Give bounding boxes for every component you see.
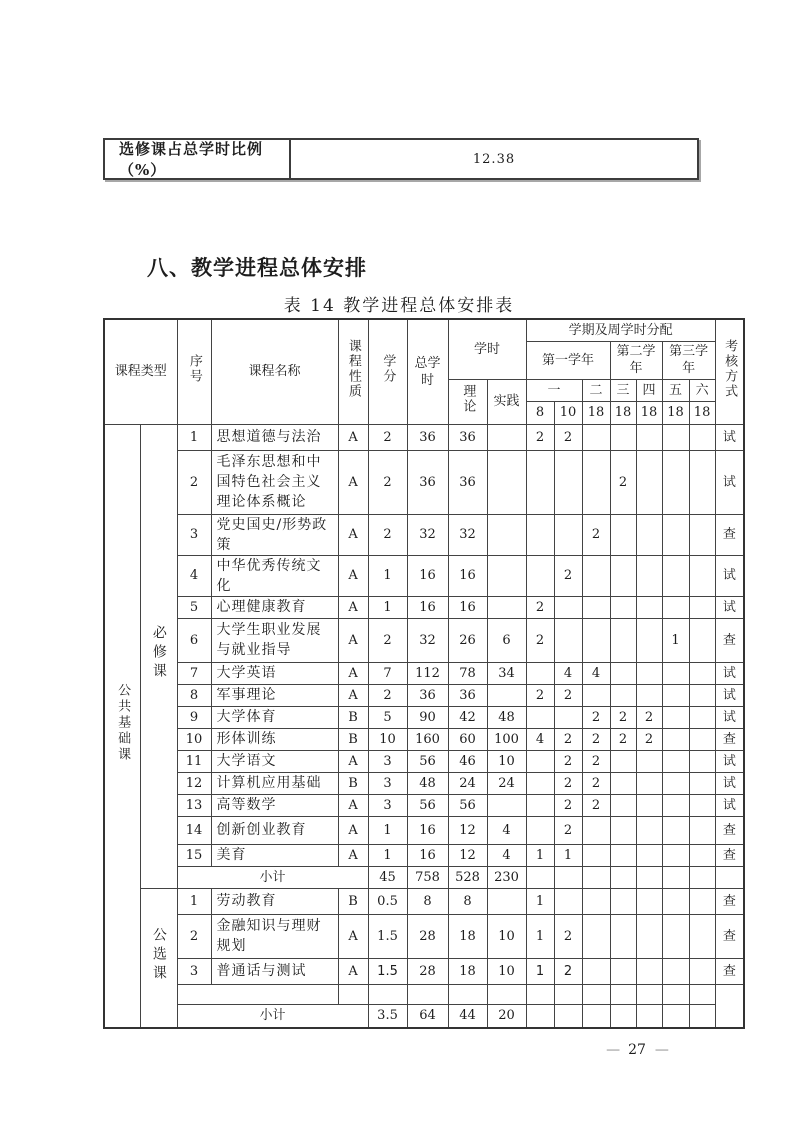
table-row: 14 创新创业教育 A 1 16 12 4 2 查 <box>104 816 744 844</box>
header-row <box>104 319 744 341</box>
header-semester-dist: 学期及周学时分配 <box>526 319 715 341</box>
table-row: 9 大学体育 B 5 90 42 48 2 2 2 试 <box>104 706 744 728</box>
table-row: 15 美育 A 1 16 12 4 1 1 查 <box>104 844 744 866</box>
header-sem3: 三 <box>610 379 636 401</box>
header-credits: 学分 <box>368 319 407 424</box>
header-course-type: 课程类型 <box>104 319 177 424</box>
header-weeks: 18 <box>610 401 636 424</box>
header-sem6: 六 <box>689 379 715 401</box>
table-row: 8 军事理论 A 2 36 36 2 2 试 <box>104 684 744 706</box>
header-sem1: 一 <box>526 379 582 401</box>
table-row: 2 金融知识与理财规划 A 1.5 28 18 10 1 2 查 <box>104 914 744 958</box>
table-row: 3 党史国史/形势政策 A 2 32 32 2 查 <box>104 514 744 555</box>
header-total-hours: 总学时 <box>407 319 448 424</box>
header-weeks: 18 <box>662 401 689 424</box>
header-weeks: 10 <box>554 401 582 424</box>
table-row: 6 大学生职业发展与就业指导 A 2 32 26 6 2 1 查 <box>104 618 744 662</box>
group-label-elective: 公选课 <box>150 926 167 984</box>
subtotal-label: 小计 <box>177 1004 368 1028</box>
header-sem4: 四 <box>636 379 662 401</box>
group-cell-public-basic <box>104 424 140 1028</box>
group-label-public-basic: 公共基础课 <box>115 683 131 764</box>
header-course-name: 课程名称 <box>211 319 338 424</box>
header-weeks: 8 <box>526 401 554 424</box>
table-row: 13 高等数学 A 3 56 56 2 2 试 <box>104 794 744 816</box>
header-practice: 实践 <box>487 379 526 424</box>
header-sem5: 五 <box>662 379 689 401</box>
header-assessment: 考核方式 <box>715 319 744 424</box>
group-cell-required <box>140 424 177 888</box>
table-row: 10 形体训练 B 10 160 60 100 4 2 2 2 2 查 <box>104 728 744 750</box>
table-row: 4 中华优秀传统文化 A 1 16 16 2 试 <box>104 555 744 596</box>
table-row: 3 普通话与测试 A 1.5 28 18 10 1 2 查 <box>104 958 744 984</box>
group-label-required: 必修课 <box>150 625 167 682</box>
table-row: 2 毛泽东思想和中国特色社会主义理论体系概论 A 2 36 36 2 试 <box>104 450 744 514</box>
page-number-dash-right: — <box>654 1042 668 1058</box>
table-row: 7 大学英语 A 7 112 78 34 4 4 试 <box>104 662 744 684</box>
subtotal-row: 小计 3.5 64 44 20 <box>104 1004 744 1028</box>
table-caption: 表 14 教学进程总体安排表 <box>283 296 515 316</box>
elective-ratio-value: 12.38 <box>472 151 516 167</box>
table-row: 公选课 1 劳动教育 B 0.5 8 8 1 查 <box>104 888 744 914</box>
subtotal-label: 小计 <box>177 866 368 888</box>
header-hours: 学时 <box>448 319 526 379</box>
page-number-dash-left: — <box>606 1042 620 1058</box>
header-year3: 第三学年 <box>662 341 715 379</box>
header-course-nature: 课程性质 <box>338 319 368 424</box>
header-weeks: 18 <box>582 401 610 424</box>
header-seq: 序号 <box>177 319 211 424</box>
table-row: 12 计算机应用基础 B 3 48 24 24 2 2 试 <box>104 772 744 794</box>
header-year1: 第一学年 <box>526 341 610 379</box>
elective-ratio-label: 选修课占总学时比例（%） <box>105 140 291 178</box>
empty-row <box>104 984 744 1004</box>
table-row: 11 大学语文 A 3 56 46 10 2 2 试 <box>104 750 744 772</box>
subtotal-row: 小计 45 758 528 230 <box>104 866 744 888</box>
header-theory: 理论 <box>448 379 487 424</box>
group-cell-elective <box>140 888 177 1028</box>
table-row: 5 心理健康教育 A 1 16 16 2 试 <box>104 596 744 618</box>
page-number <box>577 1042 697 1058</box>
header-weeks: 18 <box>689 401 715 424</box>
page-number-value: 27 <box>628 1042 646 1058</box>
header-year2: 第二学年 <box>610 341 662 379</box>
teaching-schedule-table <box>103 318 745 1029</box>
section-heading: 八、教学进程总体安排 <box>147 256 367 280</box>
elective-ratio-table <box>103 138 699 180</box>
header-sem2: 二 <box>582 379 610 401</box>
header-weeks: 18 <box>636 401 662 424</box>
table-row: 公共基础课 必修课 1 思想道德与法治 A 2 36 36 2 2 试 <box>104 424 744 450</box>
